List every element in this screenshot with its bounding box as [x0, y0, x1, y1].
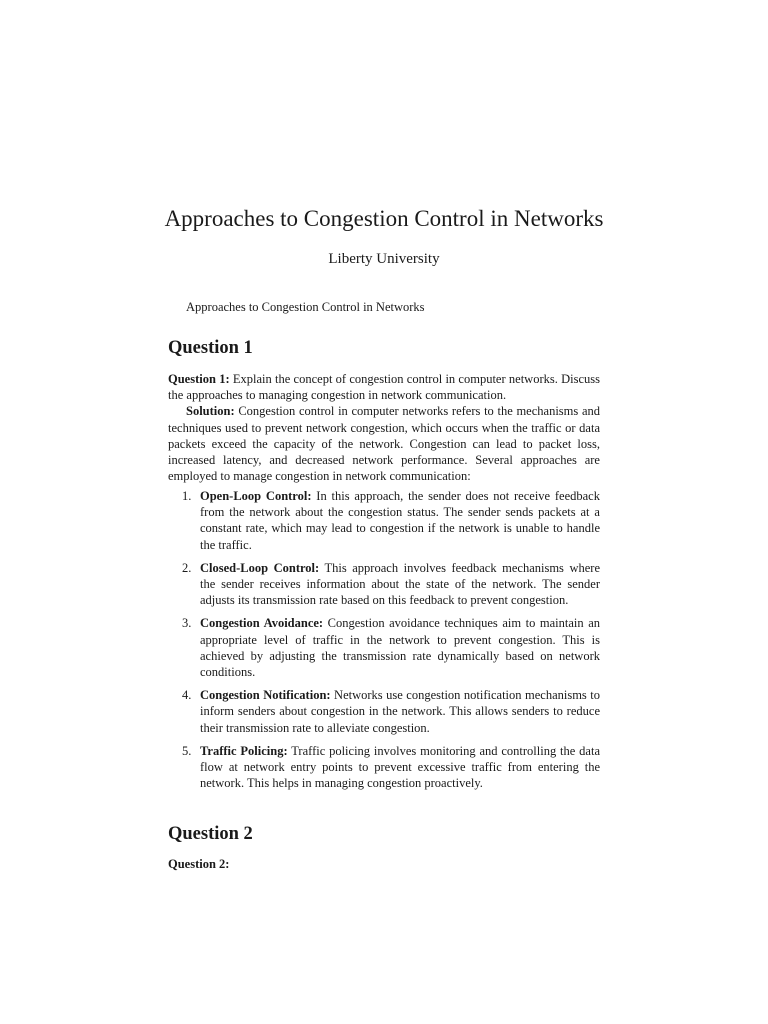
list-item-text: Traffic policing involves monitoring and controlling the data flow at network entry points to prevent excessive traffic from entering the network. This helps in managing congestion proactively.	[200, 743, 600, 791]
list-item-term: Closed-Loop Control:	[200, 560, 320, 575]
abstract-line: Approaches to Congestion Control in Networks	[186, 300, 425, 314]
question-1-prompt-label: Question 1:	[168, 372, 230, 386]
question-2-heading: Question 2	[168, 824, 253, 844]
question-1-prompt-text: Explain the concept of congestion control in computer networks. Discuss the approaches to managing congestion in network communication.	[168, 372, 600, 403]
solution-label: Solution:	[186, 404, 235, 419]
list-item-number: 3.	[182, 616, 192, 631]
list-item	[168, 743, 600, 792]
question-1-body	[168, 371, 600, 484]
list-item-number: 1.	[182, 489, 192, 503]
list-item-term: Open-Loop Control:	[200, 489, 312, 503]
document-author: Liberty University	[328, 251, 440, 267]
document-title: Approaches to Congestion Control in Networks	[164, 206, 604, 231]
list-item-number: 4.	[182, 688, 192, 703]
list-item-text: In this approach, the sender does not receive feedback from the network about the congestion status. The sender sends packets at a constant rate, which may lead to congestion if the network is unable to handle the traffic.	[200, 489, 600, 552]
list-item-number: 2.	[182, 560, 192, 575]
list-item-text: This approach involves feedback mechanisms where the sender receives information about the state of the network. The sender adjusts its transmission rate based on this feedback to prevent congestion.	[200, 560, 600, 608]
list-item	[168, 615, 600, 680]
approaches-list	[168, 488, 600, 798]
list-item-text: Congestion avoidance techniques aim to maintain an appropriate level of traffic in the network to prevent congestion. This is achieved by adjusting the transmission rate dynamically based on network conditions.	[200, 616, 600, 680]
list-item	[168, 687, 600, 736]
list-item	[168, 560, 600, 609]
list-item	[168, 488, 600, 553]
question-1-heading: Question 1	[168, 338, 253, 358]
list-item-term: Congestion Avoidance:	[200, 616, 324, 631]
list-item-term: Traffic Policing:	[200, 743, 288, 758]
question-2-prompt-label: Question 2:	[168, 857, 230, 871]
list-item-text: Networks use congestion notification mechanisms to inform senders about congestion in the network. This allows senders to reduce their transmission rate to alleviate congestion.	[200, 688, 601, 735]
list-item-term: Congestion Notification:	[200, 688, 331, 703]
solution-text: Congestion control in computer networks refers to the mechanisms and techniques used to prevent network congestion, which occurs when the traffic or data packets exceed the capacity of the network. Congestion can lead to packet loss, increased latency, and decreased network performance. Several approaches are employed to manage congestion in network communication:	[168, 404, 600, 484]
question-1-solution	[168, 403, 600, 484]
question-1-prompt	[168, 371, 600, 403]
list-item-number: 5.	[182, 743, 192, 758]
